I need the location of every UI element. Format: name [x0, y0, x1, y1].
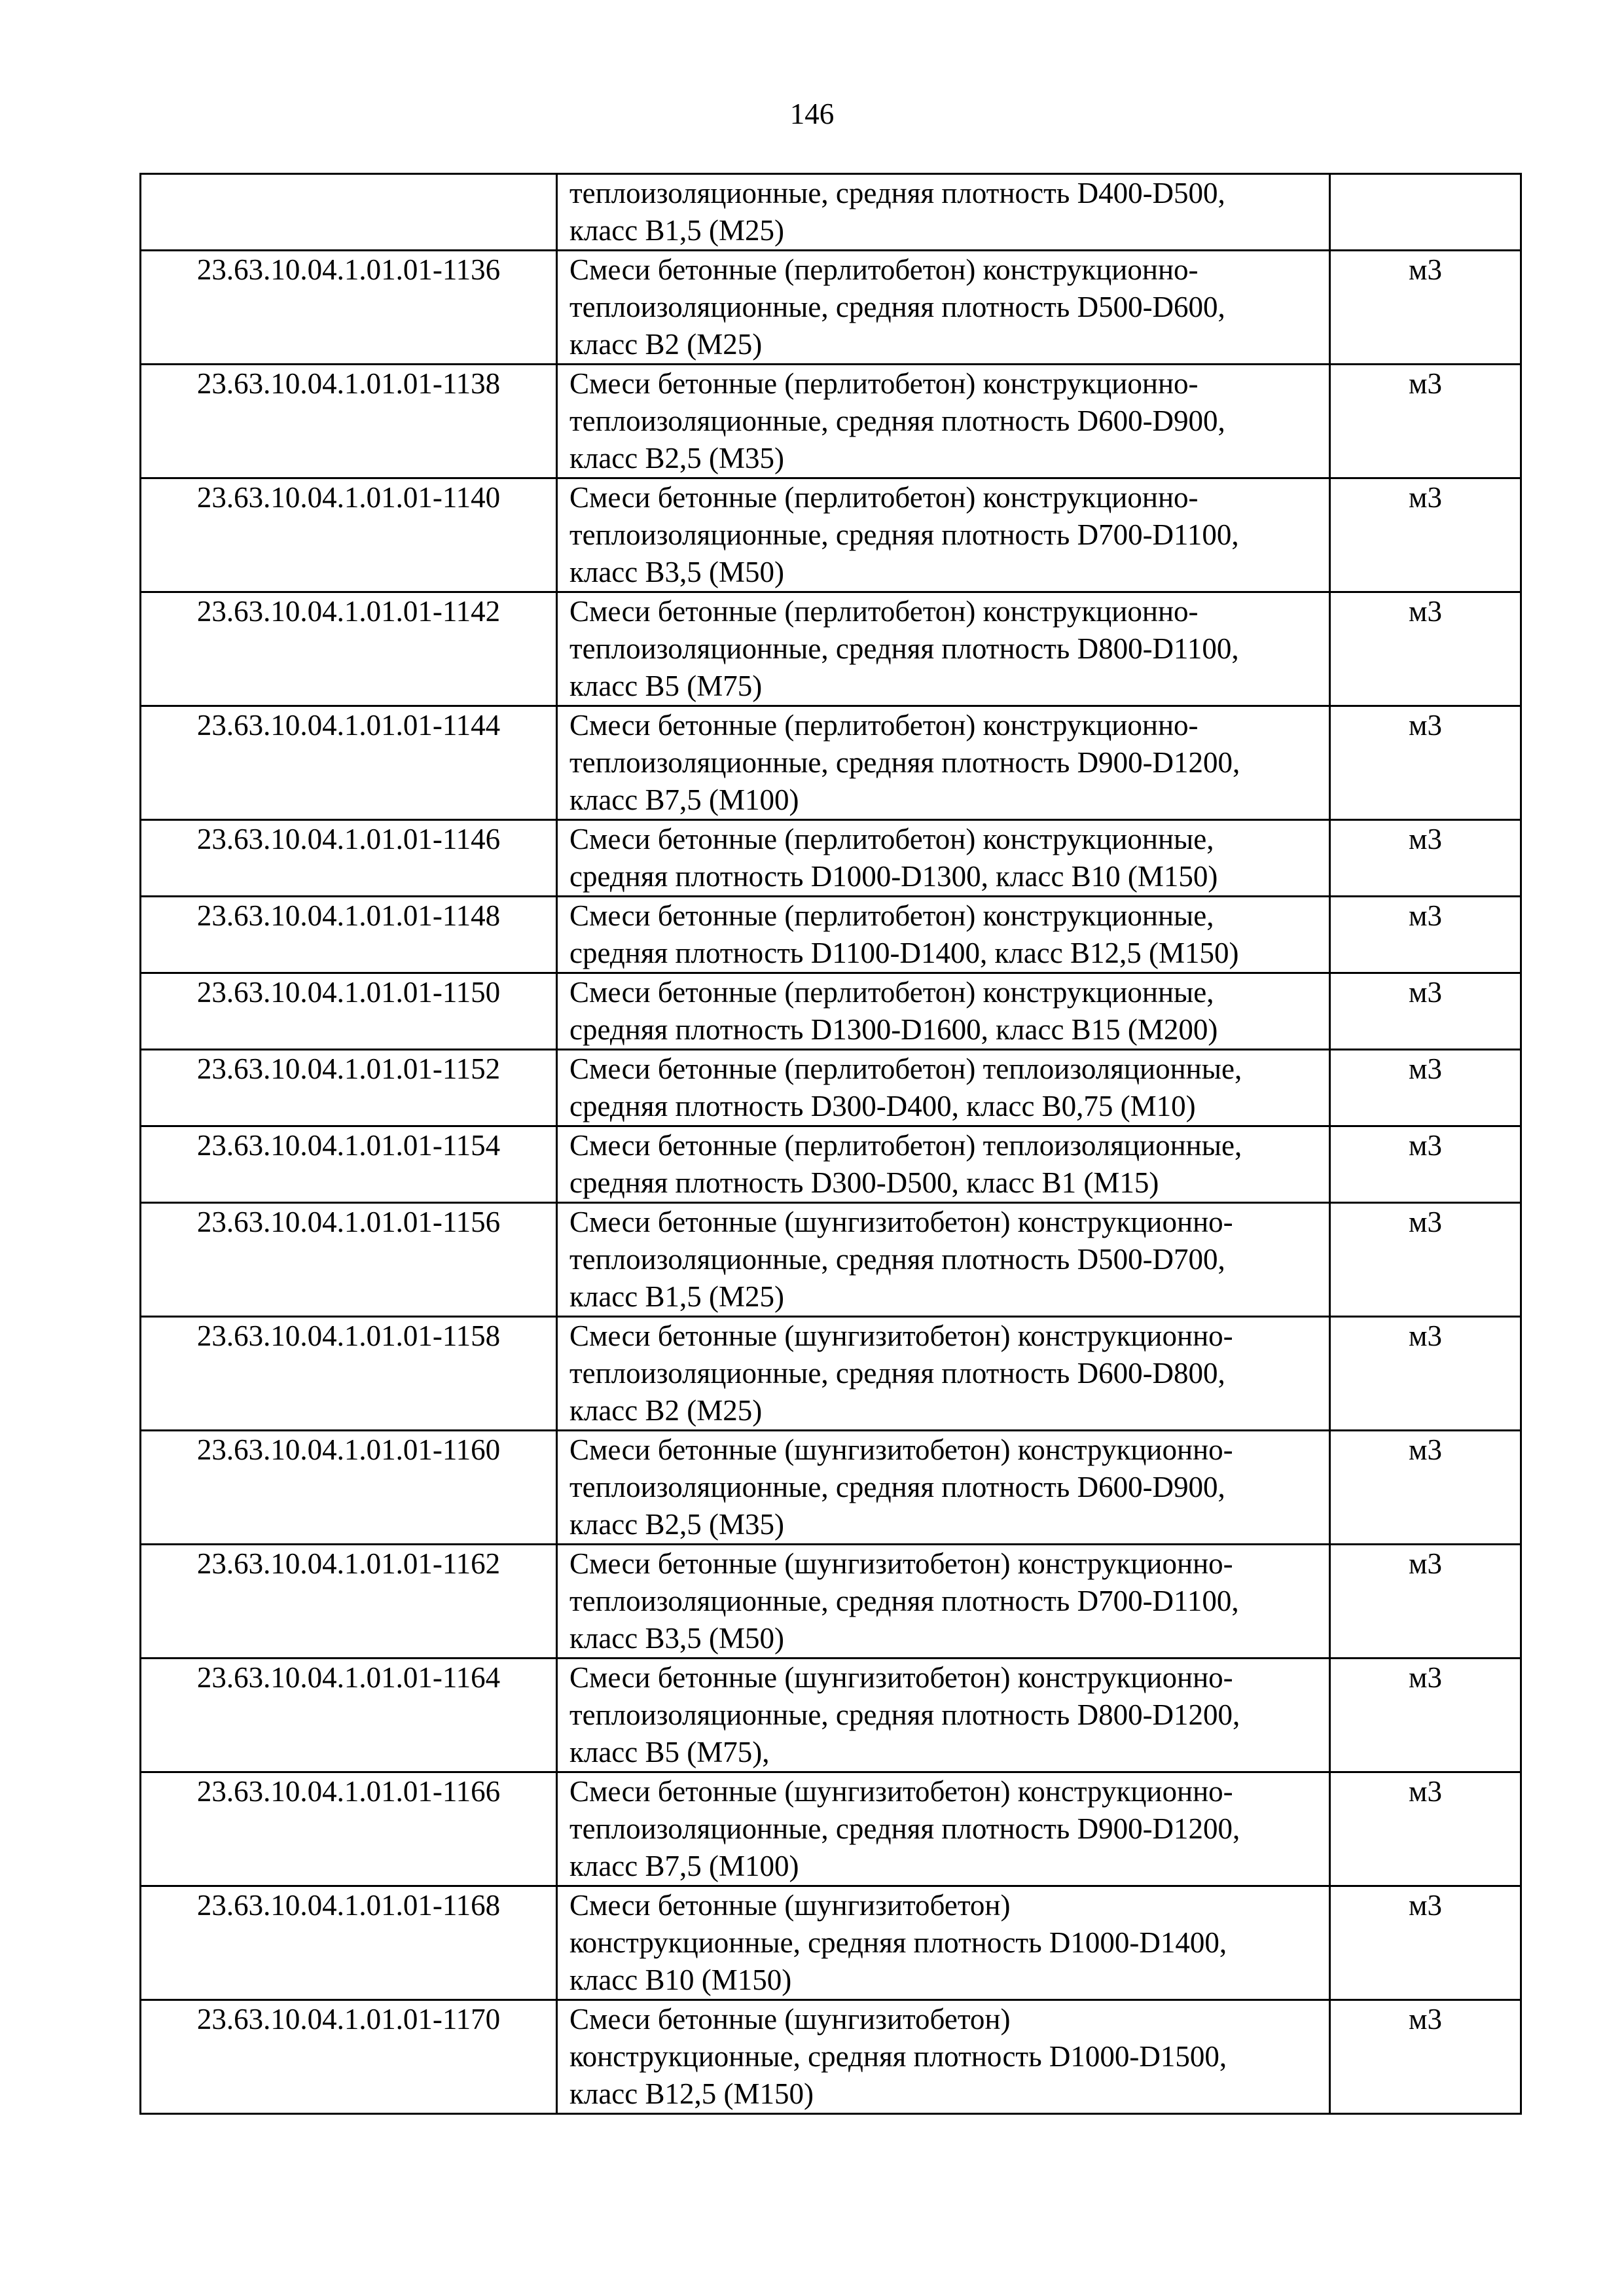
resource-name-line: Смеси бетонные (перлитобетон) конструкционно-	[569, 595, 1199, 628]
resource-name-line: конструкционные, средняя плотность D1000-D1500,	[569, 2040, 1227, 2073]
resource-code: 23.63.10.04.1.01.01-1166	[141, 1772, 557, 1886]
resource-name	[557, 1431, 1330, 1545]
unit-of-measure: м3	[1330, 2000, 1521, 2114]
unit-of-measure: м3	[1330, 592, 1521, 706]
resource-name	[557, 1050, 1330, 1126]
unit-of-measure: м3	[1330, 365, 1521, 478]
resource-name-line: Смеси бетонные (шунгизитобетон) конструкционно-	[569, 1775, 1233, 1808]
resource-name-line: теплоизоляционные, средняя плотность D700-D1100,	[569, 518, 1239, 551]
table-row	[141, 1050, 1521, 1126]
unit-of-measure: м3	[1330, 820, 1521, 897]
resource-code: 23.63.10.04.1.01.01-1150	[141, 973, 557, 1050]
resource-name-line: класс B7,5 (M100)	[569, 1850, 799, 1882]
resource-name-line: класс B3,5 (M50)	[569, 1622, 784, 1655]
table-row	[141, 1431, 1521, 1545]
unit-of-measure: м3	[1330, 1203, 1521, 1317]
resource-name	[557, 2000, 1330, 2114]
resource-name	[557, 251, 1330, 365]
resource-name-line: класс B1,5 (M25)	[569, 214, 784, 247]
resource-name-line: теплоизоляционные, средняя плотность D700-D1100,	[569, 1585, 1239, 1617]
unit-of-measure: м3	[1330, 973, 1521, 1050]
resource-name-line: Смеси бетонные (перлитобетон) конструкционно-	[569, 367, 1199, 400]
resource-name-line: конструкционные, средняя плотность D1000-D1400,	[569, 1926, 1227, 1959]
table-row	[141, 897, 1521, 973]
resource-code: 23.63.10.04.1.01.01-1142	[141, 592, 557, 706]
resource-name-line: средняя плотность D1000-D1300, класс B10 (M150)	[569, 860, 1218, 893]
resource-name	[557, 1126, 1330, 1203]
table-row	[141, 2000, 1521, 2114]
table-body	[141, 174, 1521, 2114]
resource-code: 23.63.10.04.1.01.01-1136	[141, 251, 557, 365]
resource-name	[557, 592, 1330, 706]
resource-name-line: класс B1,5 (M25)	[569, 1280, 784, 1313]
resource-name-line: теплоизоляционные, средняя плотность D400-D500,	[569, 177, 1225, 209]
resource-name-line: класс B3,5 (M50)	[569, 556, 784, 588]
table-row	[141, 478, 1521, 592]
resource-name	[557, 1772, 1330, 1886]
resource-name-line: Смеси бетонные (перлитобетон) конструкционно-	[569, 709, 1199, 742]
resource-name-line: Смеси бетонные (перлитобетон) теплоизоляционные,	[569, 1052, 1242, 1085]
resource-name-line: теплоизоляционные, средняя плотность D900-D1200,	[569, 746, 1240, 779]
table-row	[141, 706, 1521, 820]
table-row	[141, 1126, 1521, 1203]
resource-name-line: Смеси бетонные (шунгизитобетон) конструкционно-	[569, 1319, 1233, 1352]
unit-of-measure: м3	[1330, 1050, 1521, 1126]
resource-name-line: Смеси бетонные (перлитобетон) конструкционно-	[569, 253, 1199, 286]
resource-name-line: теплоизоляционные, средняя плотность D500-D600,	[569, 291, 1225, 323]
resource-name-line: Смеси бетонные (перлитобетон) конструкционные,	[569, 976, 1214, 1009]
resource-name	[557, 1203, 1330, 1317]
resource-name	[557, 706, 1330, 820]
resource-name-line: класс B2 (M25)	[569, 1394, 763, 1427]
resource-name-line: теплоизоляционные, средняя плотность D800-D1200,	[569, 1698, 1240, 1731]
resource-code	[141, 174, 557, 251]
page-number: 146	[789, 98, 835, 130]
table-row	[141, 1772, 1521, 1886]
resource-code: 23.63.10.04.1.01.01-1156	[141, 1203, 557, 1317]
resource-name-line: теплоизоляционные, средняя плотность D800-D1100,	[569, 632, 1239, 665]
unit-of-measure: м3	[1330, 1772, 1521, 1886]
unit-of-measure: м3	[1330, 251, 1521, 365]
resource-name	[557, 365, 1330, 478]
resource-name	[557, 1545, 1330, 1659]
resource-name-line: Смеси бетонные (перлитобетон) конструкционные,	[569, 823, 1214, 855]
unit-of-measure	[1330, 174, 1521, 251]
resource-name-line: класс B7,5 (M100)	[569, 783, 799, 816]
unit-of-measure: м3	[1330, 1317, 1521, 1431]
resource-name-line: класс B5 (M75)	[569, 670, 763, 702]
resource-name-line: теплоизоляционные, средняя плотность D600-D900,	[569, 404, 1225, 437]
resource-name-line: класс B12,5 (M150)	[569, 2077, 814, 2110]
resource-name-line: класс B2,5 (M35)	[569, 1508, 784, 1541]
unit-of-measure: м3	[1330, 1126, 1521, 1203]
resource-name	[557, 478, 1330, 592]
table-row	[141, 592, 1521, 706]
resource-name-line: Смеси бетонные (шунгизитобетон) конструкционно-	[569, 1661, 1233, 1694]
resource-name-line: Смеси бетонные (шунгизитобетон) конструкционно-	[569, 1206, 1233, 1238]
resource-name-line: класс B2 (M25)	[569, 328, 763, 361]
resource-name-line: средняя плотность D1100-D1400, класс B12,5 (M150)	[569, 937, 1239, 969]
unit-of-measure: м3	[1330, 478, 1521, 592]
unit-of-measure: м3	[1330, 1886, 1521, 2000]
resource-name-line: Смеси бетонные (шунгизитобетон) конструкционно-	[569, 1433, 1233, 1466]
resource-code: 23.63.10.04.1.01.01-1158	[141, 1317, 557, 1431]
resource-name	[557, 973, 1330, 1050]
resource-code: 23.63.10.04.1.01.01-1140	[141, 478, 557, 592]
resource-code: 23.63.10.04.1.01.01-1164	[141, 1659, 557, 1772]
unit-of-measure: м3	[1330, 1431, 1521, 1545]
resource-name	[557, 1886, 1330, 2000]
resource-name-line: теплоизоляционные, средняя плотность D600-D900,	[569, 1471, 1225, 1503]
table-row	[141, 1545, 1521, 1659]
resource-name	[557, 1317, 1330, 1431]
resource-table	[139, 173, 1522, 2115]
resource-name-line: теплоизоляционные, средняя плотность D900-D1200,	[569, 1812, 1240, 1845]
table-row	[141, 174, 1521, 251]
resource-code: 23.63.10.04.1.01.01-1170	[141, 2000, 557, 2114]
resource-code: 23.63.10.04.1.01.01-1160	[141, 1431, 557, 1545]
resource-name-line: класс B5 (M75),	[569, 1736, 770, 1768]
resource-code: 23.63.10.04.1.01.01-1144	[141, 706, 557, 820]
unit-of-measure: м3	[1330, 706, 1521, 820]
resource-name-line: Смеси бетонные (перлитобетон) конструкционные,	[569, 899, 1214, 932]
resource-name	[557, 897, 1330, 973]
resource-name	[557, 1659, 1330, 1772]
table-row	[141, 1317, 1521, 1431]
resource-name-line: Смеси бетонные (шунгизитобетон)	[569, 2003, 1011, 2036]
unit-of-measure: м3	[1330, 1545, 1521, 1659]
table-row	[141, 251, 1521, 365]
resource-name-line: средняя плотность D300-D500, класс B1 (M15)	[569, 1166, 1159, 1199]
resource-name-line: теплоизоляционные, средняя плотность D500-D700,	[569, 1243, 1225, 1276]
resource-code: 23.63.10.04.1.01.01-1138	[141, 365, 557, 478]
resource-name	[557, 174, 1330, 251]
resource-name-line: Смеси бетонные (шунгизитобетон) конструкционно-	[569, 1547, 1233, 1580]
resource-name-line: Смеси бетонные (шунгизитобетон)	[569, 1889, 1011, 1922]
resource-name-line: класс B10 (M150)	[569, 1964, 792, 1996]
resource-name-line: теплоизоляционные, средняя плотность D600-D800,	[569, 1357, 1225, 1390]
resource-code: 23.63.10.04.1.01.01-1148	[141, 897, 557, 973]
resource-name-line: Смеси бетонные (перлитобетон) теплоизоляционные,	[569, 1129, 1242, 1162]
table-row	[141, 820, 1521, 897]
resource-code: 23.63.10.04.1.01.01-1168	[141, 1886, 557, 2000]
resource-name-line: класс B2,5 (M35)	[569, 442, 784, 475]
resource-name-line: средняя плотность D300-D400, класс B0,75 (M10)	[569, 1090, 1196, 1122]
table-row	[141, 1886, 1521, 2000]
table-row	[141, 1659, 1521, 1772]
resource-name	[557, 820, 1330, 897]
resource-code: 23.63.10.04.1.01.01-1162	[141, 1545, 557, 1659]
resource-code: 23.63.10.04.1.01.01-1146	[141, 820, 557, 897]
resource-name-line: средняя плотность D1300-D1600, класс B15 (M200)	[569, 1013, 1218, 1046]
resource-code: 23.63.10.04.1.01.01-1152	[141, 1050, 557, 1126]
table-row	[141, 365, 1521, 478]
unit-of-measure: м3	[1330, 897, 1521, 973]
resource-code: 23.63.10.04.1.01.01-1154	[141, 1126, 557, 1203]
unit-of-measure: м3	[1330, 1659, 1521, 1772]
table-row	[141, 973, 1521, 1050]
resource-name-line: Смеси бетонные (перлитобетон) конструкционно-	[569, 481, 1199, 514]
table-row	[141, 1203, 1521, 1317]
